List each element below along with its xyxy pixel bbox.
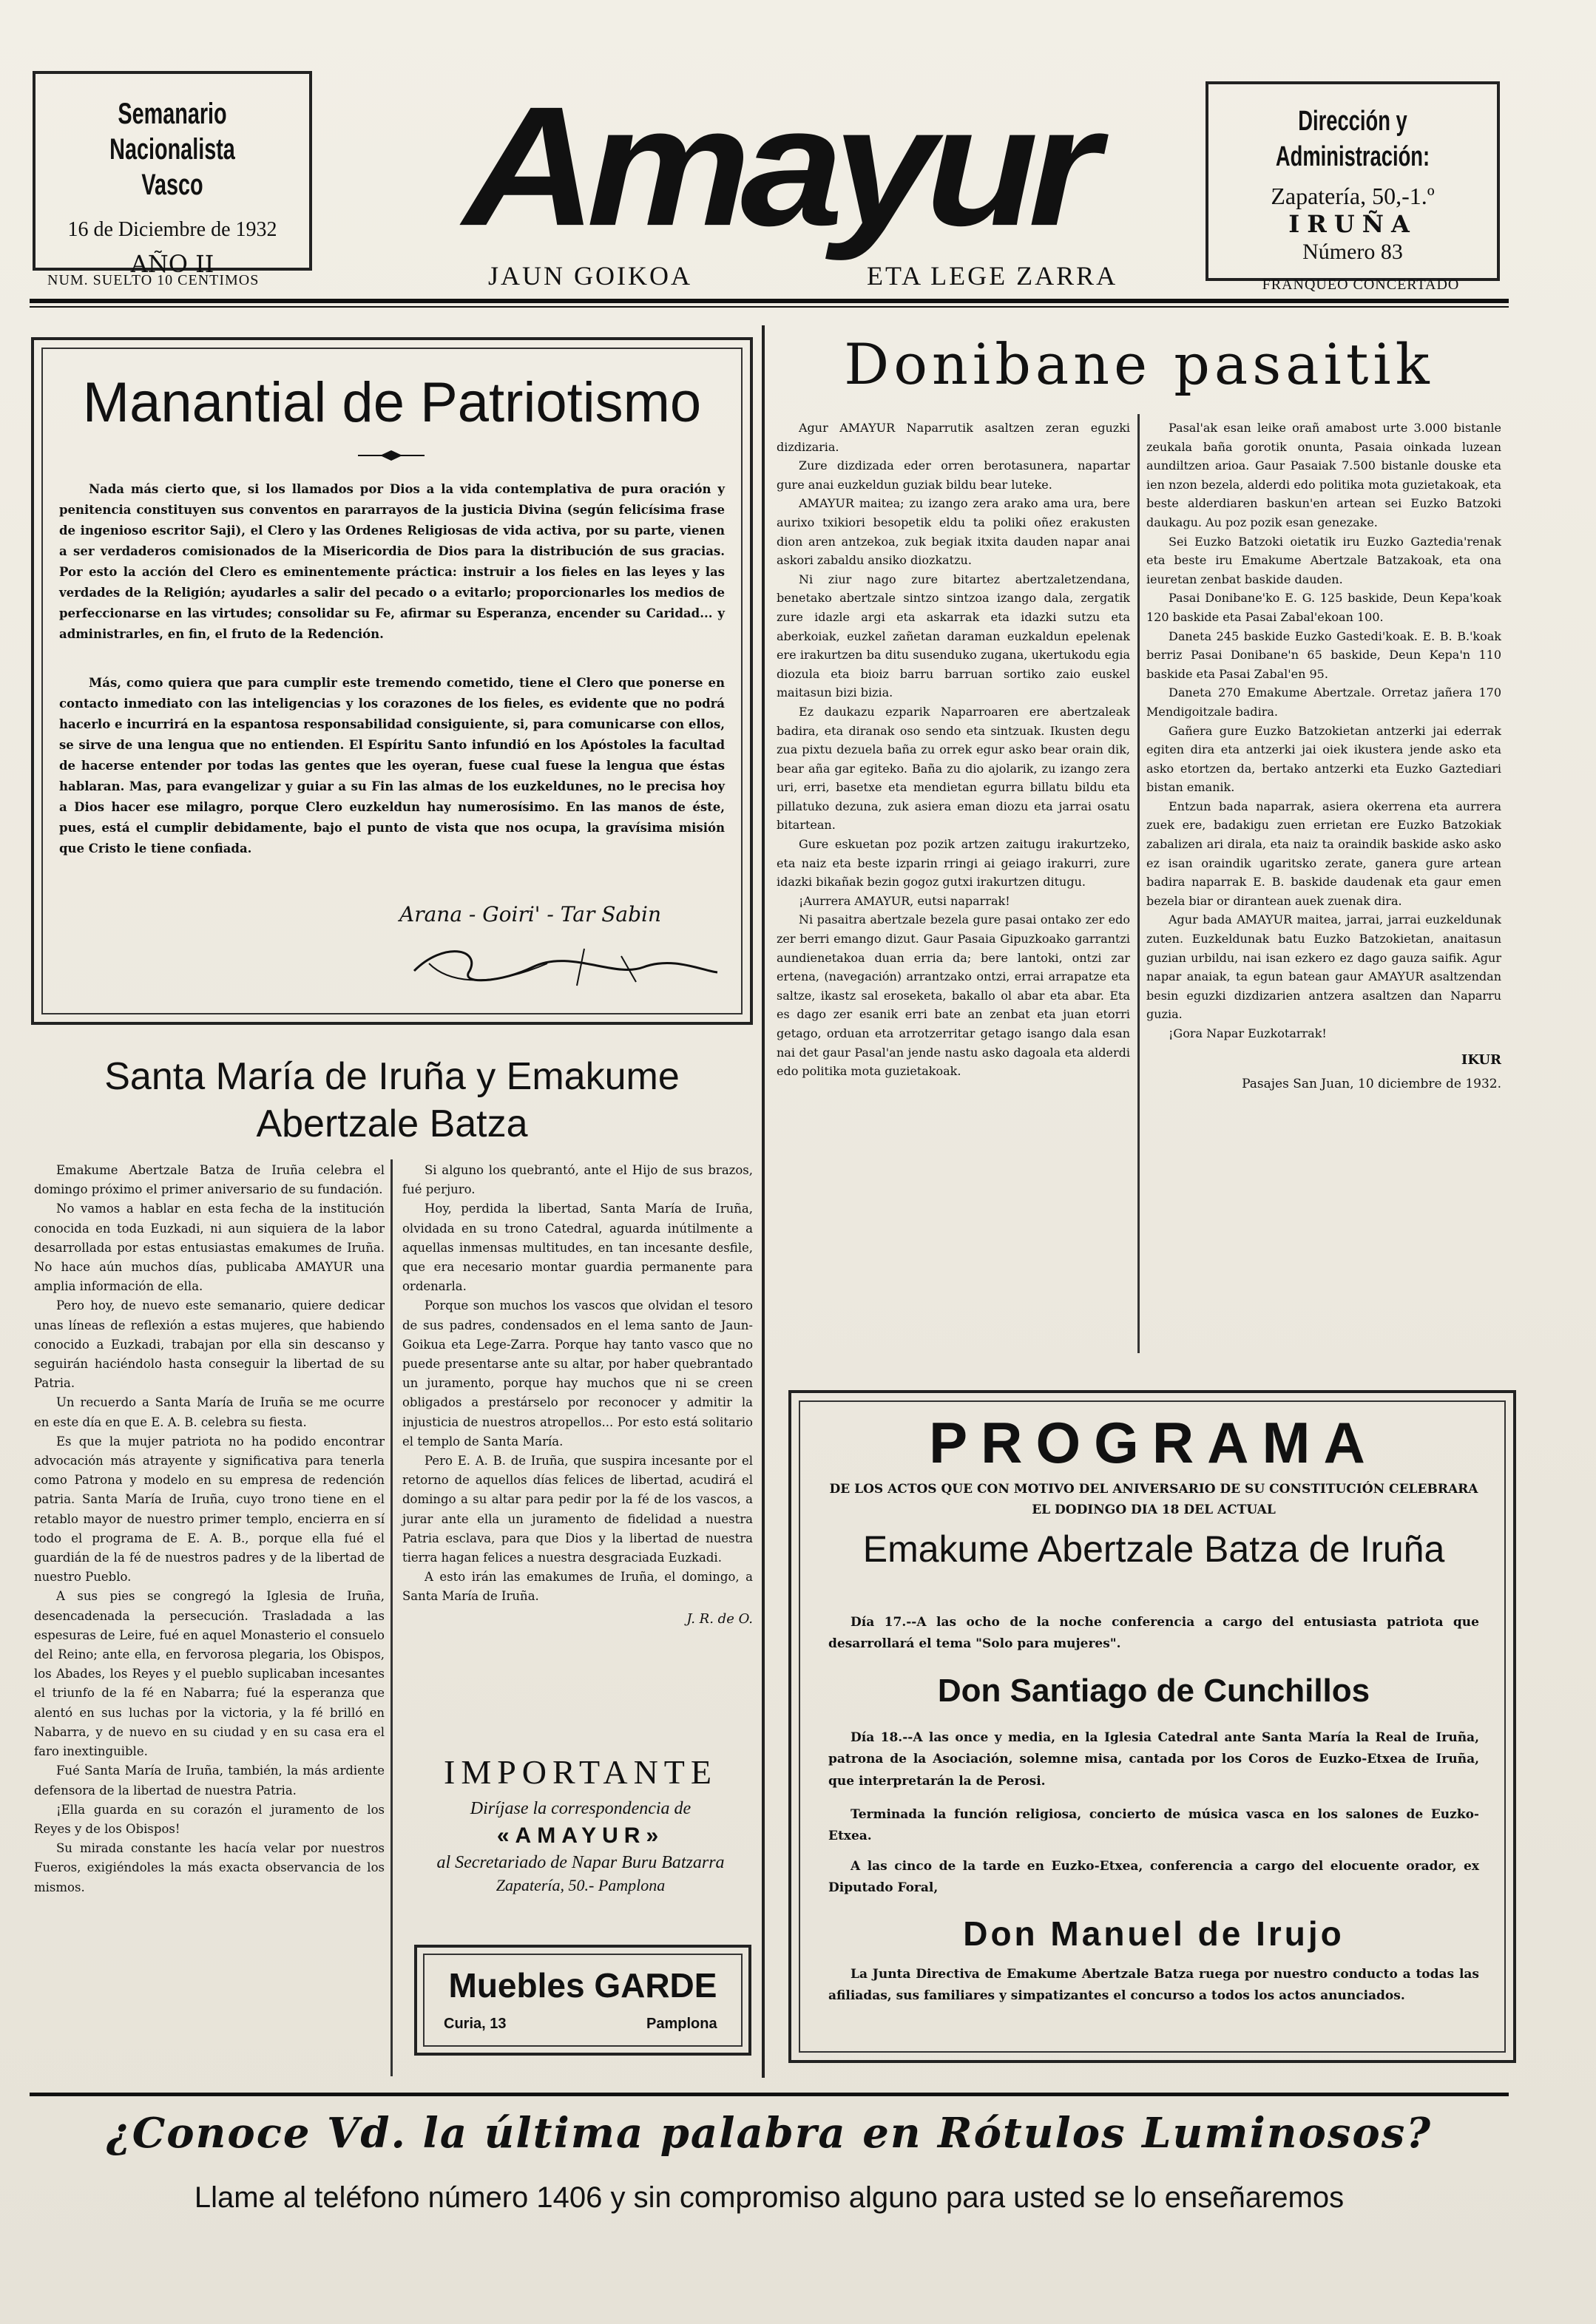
paragraph: Zure dizdizada eder orren berotasunera, napartar gure anai euzkeldun guziak bildu bear luteke.	[777, 458, 1130, 492]
paragraph: ¡Ella guarda en su corazón el juramento de los Reyes y de los Obispos!	[34, 1802, 385, 1836]
bottom-rule	[30, 2093, 1509, 2096]
donibane-author: IKUR	[1461, 1051, 1501, 1068]
donibane-title: Donibane pasaitik	[844, 331, 1434, 397]
paragraph: Porque son muchos los vascos que olvidan el tesoro de sus padres, condensados en el lema santo de Jaun-Goikua eta Lege-Zarra. Porque hay tanto vasco que no puede presentarse ante su altar, por haber quebrantado un juramento, porque hay muchos que ni se creen obligados a prestárselo por reconocer y admitir la injusticia de nuestros atropellos... Por esto está solitario el templo de Santa María.	[402, 1298, 753, 1449]
programa-subtitle: DE LOS ACTOS QUE CON MOTIVO DEL ANIVERSARIO DE SU CONSTITUCIÓN CELEBRARA EL DODINGO DIA 18 DEL ACTUAL	[829, 1482, 1478, 1517]
paragraph: Agur AMAYUR Naparrutik asaltzen zeran eguzki dizdizaria.	[777, 421, 1130, 454]
masthead-number: Número 83	[1302, 240, 1403, 264]
santa-maria-col1	[34, 1161, 385, 1897]
paragraph: Ni pasaitra abertzale bezela gure pasai ontako zer edo zer berri emango dizut. Gaur Pasaia Gipuzkoako garrantzi aundienetakoa duan erria da; bere lantoki, ontzi zar ertena, (navegación) arrantzako ontzi, errai arrapatze eta saltze, ikastz sal eroseketa, bakallo ol abar eta abar. Eta es dago zer esanik erri bate an zenbat eta juan etorri getago, orduan eta arrotzerritar getago isango dala esan nai det gaur Pasal'an jende nastu asko dagoala eta alderdi edo politika mota guzietakoak.	[777, 912, 1130, 1079]
paragraph: Es que la mujer patriota no ha podido encontrar advocación más atrayente y significativa para tenerla como Patrona y modelo en su empresa de redención patria. Santa María de Iruña, cuyo trono tiene en el retablo mayor de nuestro primer templo, encierra en sí todo el programa de E. A. B., porque ella fué el guardián de la fé de nuestros padres y de la libertad de nuestro Pueblo.	[34, 1434, 385, 1585]
santa-maria-author: J. R. de O.	[686, 1610, 753, 1627]
paragraph: Entzun bada naparrak, asiera okerrena eta aurrera zuek ere, badakigu zuen errietan ere Euzko Batzokiak zabalizen ari dirala, eta naiz ta oraindik baskide asko asko ez isan oraindik ugaritsko zerate, ganera gure artean badira naparrak E. B. baskide daudenak eta gaur emen bezela biar or dirantean auek zuenak dira.	[1146, 799, 1501, 908]
masthead-address: Zapatería, 50,-1.º	[1271, 183, 1435, 209]
paragraph: No vamos a hablar en esta fecha de la institución conocida en toda Euzkadi, ni aun siquiera de la labor desarrollada por estas entusiastas emakumes de Iruña. No hace aún muchos días, publicaba AMAYUR una amplia información de ella.	[34, 1202, 385, 1294]
bottom-ad-text: Llame al teléfono número 1406 y sin compromiso alguno para usted se lo enseñaremos	[194, 2181, 1345, 2214]
bottom-ad-headline: ¿Conoce Vd. la última palabra en Rótulos Luminosos?	[106, 2109, 1433, 2158]
programa-terminada: Terminada la función religiosa, concierto de música vasca en los salones de Euzko-Etxea.	[828, 1807, 1479, 1844]
paragraph: Agur bada AMAYUR maitea, jarrai, jarrai euzkeldunak zuten. Euzkeldunak batu Euzko Batzokietan, anaitasun guzian urbildu, nai isan ezkero ez dago gauza saifik. Agur napar anaiak, ta egun batean gaur AMAYUR asaltzendan besin eguzki dizdizarien antzera asaltzen dan Naparru guzia.	[1146, 912, 1501, 1022]
paragraph: Un recuerdo a Santa María de Iruña se me ocurre en este día en que E. A. B. celebra su fiesta.	[34, 1395, 385, 1429]
masthead-motto-left: JAUN GOIKOA	[488, 261, 692, 291]
muebles-ad	[414, 1945, 751, 2056]
programa-speaker-2: Don Manuel de Irujo	[963, 1914, 1345, 1953]
paragraph: Pasal'ak esan leike orañ amabost urte 3.000 bistanle zeukala baña gorotik onunta, Pasaia oinkada luzean aundiltzen arioa. Gaur Pasaiak 7.500 bistanle douske eta ien nzon bezela, alderdi edo politika mota guzietakoak, eta beste alderdiaren baskun'en artean sei Euzko Batzoki daukagu. Au poz pozik esan genezake.	[1146, 421, 1501, 529]
masthead-franqueo: FRANQUEO CONCERTADO	[1262, 277, 1460, 293]
paragraph: Fué Santa María de Iruña, también, la más ardiente defensora de la libertad de nuestra Patria.	[34, 1764, 385, 1798]
programa-junta: La Junta Directiva de Emakume Abertzale Batza ruega por nuestro conducto a todas las afiliadas, sus familiares y simpatizantes el concurso a todos los actos anunciados.	[828, 1967, 1479, 2004]
muebles-name: Muebles GARDE	[448, 1966, 717, 2005]
paragraph: Pasai Donibane'ko E. G. 125 baskide, Deun Kepa'koak 120 baskide eta Pasai Zabal'ekoan 100.	[1146, 591, 1501, 624]
importante-line1: Diríjase la correspondencia de	[470, 1799, 692, 1818]
paragraph: Daneta 270 Emakume Abertzale. Orretaz jañera 170 Mendigoitzale badira.	[1146, 685, 1501, 719]
muebles-address: Curia, 13	[444, 2016, 507, 2032]
manantial-title: Manantial de Patriotismo	[82, 371, 702, 434]
paragraph: Pero E. A. B. de Iruña, que suspira incesante por el retorno de aquellos días felices de libertad, acudirá el domingo a su altar para pedir por la fé de los vascos, a jurar ante ella un juramento de fidelidad a nuestra Patria esclava, para que Dios y la libertad de nuestra tierra hagan felices a nuestra desgraciada Euzkadi.	[402, 1454, 753, 1565]
donibane-col2	[1146, 419, 1501, 1091]
paragraph: Daneta 245 baskide Euzko Gastedi'koak. E. B. B.'koak berriz Pasai Donibane'n 65 baskide, Deun Kepa'n 110 baskide eta Pasai Zabal'en 95.	[1146, 629, 1501, 681]
programa-dia18: Día 18.--A las once y media, en la Iglesia Catedral ante Santa María la Real de Iruña, patrona de la Asociación, solemne misa, cantada por los Coros de Euzko-Etxea de Iruña, que interpretarán la de Perosi.	[828, 1730, 1479, 1789]
importante-box	[407, 1745, 754, 1937]
paragraph: Hoy, perdida la libertad, Santa María de Iruña, olvidada en su trono Catedral, aguarda inútilmente a aquellas inmensas multitudes, en tan incesante desfile, que era necesario montar guardia permanente para ordenarla.	[402, 1202, 753, 1294]
paragraph: Sei Euzko Batzoki oietatik iru Euzko Gaztedia'renak eta beste iru Emakume Abertzale Batzakoak, eta ona ieuretan zenbat baskide dauden.	[1146, 534, 1501, 586]
donibane-col1	[777, 419, 1130, 1081]
paragraph: A esto irán las emakumes de Iruña, el domingo, a Santa María de Iruña.	[402, 1570, 753, 1604]
santa-maria-title-1: Santa María de Iruña y Emakume	[104, 1055, 680, 1098]
paragraph: Gañera gure Euzko Batzokietan antzerki jai ederrak egiten dira eta antzerki jai oiek ikustera jende asko eta asko etortzen da, bertako antzerki eta Euzko Gaztediari bistan emanik.	[1146, 723, 1501, 795]
donibane-place-date: Pasajes San Juan, 10 diciembre de 1932.	[1242, 1076, 1501, 1091]
ornament-icon	[358, 448, 425, 463]
manantial-paragraph-2: Más, como quiera que para cumplir este tremendo cometido, tiene el Clero que ponerse en contacto inmediato con las inteligencias y los corazones de los fieles, es evidente que no podrá hacerlo e incurrirá en la espantosa responsabilidad consiguiente, si, para comunicarse con ellos, se sirve de una lengua que no entienden. El Espíritu Santo infundió en los Apóstoles la facultad de hacerse entender por todas las gentes que les oyeran, fuese cual fuese la lengua que éstas hablaran. Mas, para evangelizar y guiar a su Fin las almas de los euzkeldunes, no le precisa hoy a Dios hacer ese milagro, porque Clero euzkeldun hay numerosísimo. En las manos de éste, pues, está el cumplir debidamente, bajo el punto de vista que nos ocupa, la gravísima misión que Cristo le tiene confiada.	[59, 676, 725, 856]
masthead-logo: Amayur	[463, 71, 1090, 261]
programa-dia17: Día 17.--A las ocho de la noche conferencia a cargo del entusiasta patriota que desarrollará el tema "Solo para mujeres".	[828, 1615, 1479, 1652]
masthead-left-box	[33, 71, 312, 278]
paragraph: ¡Aurrera AMAYUR, eutsi naparrak!	[799, 893, 1010, 908]
masthead-price: NUM. SUELTO 10 CENTIMOS	[47, 272, 260, 288]
programa-organization: Emakume Abertzale Batza de Iruña	[862, 1528, 1445, 1570]
masthead-left-line1: Semanario Nacionalista	[109, 98, 235, 166]
importante-name: «AMAYUR»	[496, 1823, 665, 1848]
importante-line2: al Secretariado de Napar Buru Batzarra	[436, 1853, 725, 1872]
importante-title: IMPORTANTE	[444, 1753, 717, 1791]
masthead-rule	[30, 299, 1509, 303]
signature-image	[399, 902, 725, 998]
paragraph: A sus pies se congregó la Iglesia de Iruña, desencadenada la persecución. Trasladada a las espesuras de Leire, fué en aquel Monasterio el consuelo del Reino; ante ella, en fervorosa plegaria, los Obispos, los Abades, los Reyes y el pueblo suplicaban incesantes el triunfo de la fé en Nabarra; fué la esperanza que alentó en sus luchas por la victoria, y la fé brilló en Nabarra, y de nuevo en su ciudad y en su casa era el faro inextinguible.	[34, 1589, 385, 1759]
paragraph: Emakume Abertzale Batza de Iruña celebra el domingo próximo el primer aniversario de su fundación.	[34, 1163, 385, 1197]
paragraph: ¡Gora Napar Euzkotarrak!	[1169, 1026, 1327, 1040]
paragraph: Ez daukazu ezparik Naparroaren ere abertzaleak badira, eta diranak oso sendo eta sintzuak. Ikusten degu zua pixtu dezuela baña zu orrek egur asko bear orain dik, bear aña gar egiteko. Baña zu dio ajolarik, zu izango zera uri, erri, basetxe eta mendietan egurra billatu bildu eta pillatuko dezuna, zuk asiera eman diozu eta jarrai osatu bitartean.	[777, 704, 1130, 833]
manantial-paragraph-1: Nada más cierto que, si los llamados por Dios a la vida contemplativa de pura oración y penitencia constituyen sus conventos en pararrayos de la justicia Divina (según felicísima frase de ingenioso escritor Saji), el Clero y las Ordenes Religiosas de vida activa, por su parte, vienen a ser verdaderos comisionados de la Misericordia de Dios para la distribución de sus gracias. Por esto la acción del Clero es eminentemente práctica: instruir a los fieles en las leyes y las verdades de la Religión; ayudarles a salir del pecado o a evitarlo; proporcionarles los medios de perfeccionarse en las virtudes; consolidar su Fe, afirmar su Esperanza, encender su Caridad... y administrarles, en fin, el fruto de la Redención.	[59, 482, 725, 641]
paragraph: AMAYUR maitea; zu izango zera arako ama ura, bere aurixo txikiori besopetik eldu ta poliki oñez erakusten dion aren antzekoa, zuk begiak itxita dauden napar anai askori zabaldu ansiko diozkatzu.	[777, 496, 1130, 568]
paragraph: Gure eskuetan poz pozik artzen zaitugu irakurtzeko, eta naiz eta beste izparin rringi ai geiago irakurri, zure idazki bikañak bezin gogoz gutxi irakurtzen ditugu.	[777, 837, 1130, 890]
masthead-rule-thin	[30, 306, 1509, 308]
muebles-city: Pamplona	[646, 2016, 717, 2032]
masthead-right-box	[1206, 81, 1500, 281]
programa-cinco: A las cinco de la tarde en Euzko-Etxea, conferencia a cargo del elocuente orador, ex Diputado Foral,	[828, 1859, 1479, 1896]
signature-text: Arana - Goiri' - Tar Sabin	[399, 902, 662, 926]
paragraph: Ni ziur nago zure bitartez abertzaletzendana, benetako abertzale sintzo sintzoa izango dala, zergatik zure idazle argi eta askarrak eta idazki sutzu eta aberkoiak, euzkel zañetan daraman euzkaldun epelenak ere irakurtzen ba ditu susenduko zugana, ukertukodu egia diozula eta bioiz barru barruan sortiko zaio euskel maitasun bizi bizia.	[777, 572, 1130, 700]
masthead-year: AÑO II	[130, 250, 214, 278]
paragraph: Su mirada constante les hacía velar por nuestros Fueros, exigiéndoles la más exacta observancia de los mismos.	[34, 1841, 385, 1894]
santa-maria-title-2: Abertzale Batza	[256, 1102, 528, 1145]
column-divider	[762, 325, 765, 2078]
masthead-left-line2: Vasco	[141, 169, 203, 201]
programa-speaker-1: Don Santiago de Cunchillos	[937, 1673, 1370, 1709]
masthead-right-line1: Dirección y Administración:	[1275, 106, 1430, 172]
santa-maria-divider	[390, 1159, 393, 2076]
masthead-city: IRUÑA	[1288, 210, 1417, 238]
importante-line3: Zapatería, 50.- Pamplona	[496, 1876, 666, 1894]
masthead-motto-right: ETA LEGE ZARRA	[867, 261, 1118, 291]
masthead-date: 16 de Diciembre de 1932	[67, 218, 277, 241]
paragraph: Si alguno los quebrantó, ante el Hijo de sus brazos, fué perjuro.	[402, 1163, 753, 1197]
paragraph: Pero hoy, de nuevo este semanario, quiere dedicar unas líneas de reflexión a estas mujeres, que habiendo conocido a Euzkadi, trabajan por ella sin descanso y seguirán haciéndolo hasta conseguir la libertad de su Patria.	[34, 1298, 385, 1391]
santa-maria-col2	[402, 1161, 753, 1627]
programa-title: PROGRAMA	[929, 1410, 1379, 1475]
donibane-divider	[1137, 414, 1140, 1353]
